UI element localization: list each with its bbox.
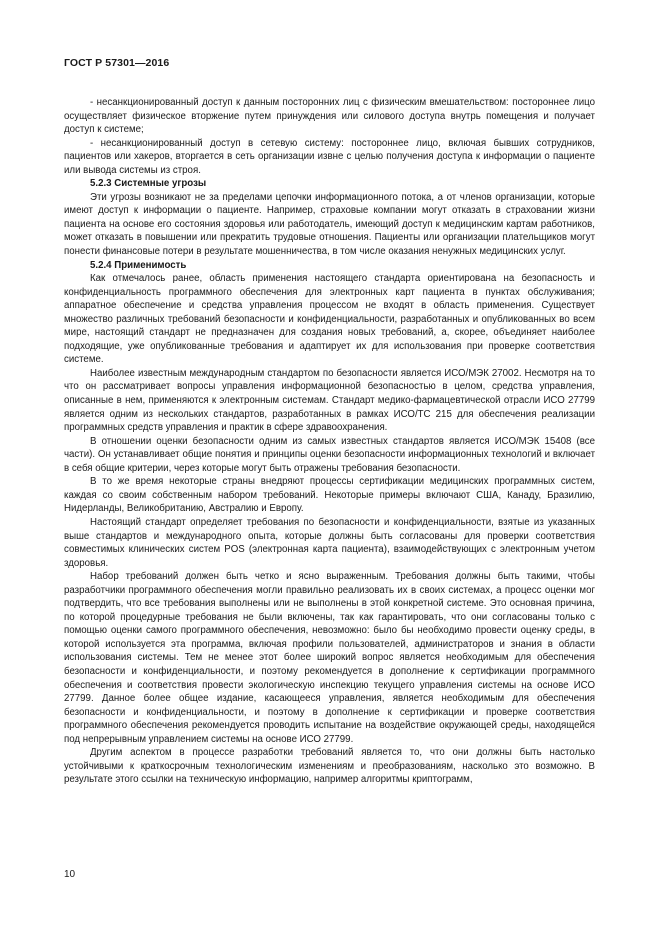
paragraph-network-access: - несанкционированный доступ в сетевую систему: постороннее лицо, включая бывших сотрудников, пациентов или хакеров, вторгается в сеть организации извне с целью получения доступа к информации о пациенте или вывода системы из строя. [64, 137, 595, 176]
page-number: 10 [64, 869, 76, 880]
paragraph-iso-15408: В отношении оценки безопасности одним из самых известных стандартов является ИСО/МЭК 15408 (все части). Он устанавливает общие понятия и принципы оценки безопасности информационных технологий и включает в себя общие критерии, через которые могут быть отражены требования безопасности. [64, 435, 595, 474]
paragraph-standard-requirements: Настоящий стандарт определяет требования по безопасности и конфиденциальности, взятые из указанных выше стандартов и международного опыта, которые должны быть согласованы для проверки соответствия совместимых клинических систем POS (электронная карта пациента), взаимодействующих с электронным учетом здоровья. [64, 516, 595, 569]
section-heading-5-2-3: 5.2.3 Системные угрозы [90, 178, 207, 190]
document-body [64, 96, 595, 787]
paragraph-applicability-scope: Как отмечалось ранее, область применения настоящего стандарта ориентирована на безопасность и конфиденциальность программного обеспечения для электронных карт пациента в пунктах обслуживания; аппаратное обеспечение и средства управления процессом не входят в область применения. Существует множество различных требований безопасности и конфиденциальности, разработанных и опубликованных во всем мире, настоящий стандарт не предназначен для создания новых требований, а, скорее, объединяет наиболее подходящие, уже опубликованные требования и адаптирует их для использования при проверке соответствия системе. [64, 273, 595, 366]
paragraph-iso-27002: Наиболее известным международным стандартом по безопасности является ИСО/МЭК 27002. Несмотря на то что он рассматривает вопросы управления информационной безопасностью в целом, средства управления, описанные в нем, применяются к электронным системам. Стандарт медико-фармацевтической отрасли ИСО 27799 является одним из нескольких стандартов, разработанных в рамках ИСО/ТС 215 для обеспечения реализации программных средств управления и практик в сфере здравоохранения. [64, 367, 595, 434]
paragraph-physical-access: - несанкционированный доступ к данным посторонних лиц с физическим вмешательством: постороннее лицо осуществляет физическое вторжение путем принуждения или силового доступа внутрь помещения и получает доступ к системе; [64, 97, 595, 136]
paragraph-system-threats: Эти угрозы возникают не за пределами цепочки информационного потока, а от членов организации, которые имеют доступ к информации о пациенте. Например, страховые компании могут отказать в страховании жизни пациента на основе его состояния здоровья или работодатель, имеющий доступ к медицинским картам работников, может отказать в повышении или прекратить трудовые отношения. Пациенты или организации плательщиков могут понести финансовые потери в результате мошенничества, в том числе оказания ненужных медицинских услуг. [64, 191, 595, 258]
paragraph-other-aspect: Другим аспектом в процессе разработки требований является то, что они должны быть настолько устойчивыми к краткосрочным технологическим изменениям и преобразованиям, насколько это возможно. В результате этого ссылки на техническую информацию, например алгоритмы криптограмм, [64, 747, 595, 786]
paragraph-requirement-set: Набор требований должен быть четко и ясно выраженным. Требования должны быть такими, чтобы разработчики программного обеспечения могли правильно реализовать их в своих системах, а процесс оценки мог подтвердить, что все требования выполнены или не выполнены в этой конкретной системе. Это основная причина, по которой процедурные требования не были включены, так как гарантировать, что они согласованы только с помощью оценки самого программного обеспечения, невозможно: было бы необходимо провести оценку среды, в которой используется эта программа, включая профили пользователей, администраторов и знания в области использования системы. Тем не менее этот более широкий вопрос является необходимым для обеспечения безопасности и конфиденциальности, и поэтому рекомендуется в дополнение к сертификации программного обеспечения и соответствия провести экологическую инспекцию текущего управления системы на основе ИСО 27799. Данное более общее издание, касающееся управления, является необходимым для обеспечения безопасности и конфиденциальности, и поэтому в дополнение к сертификации и проверке соответствия программного обеспечения рекомендуется проводить испытание на воздействие окружающей среды, находящейся под непрерывным управлением системы на основе ИСО 27799. [64, 571, 595, 745]
paragraph-certification-countries: В то же время некоторые страны внедряют процессы сертификации медицинских программных систем, каждая со своим собственным набором требований. Некоторые примеры включают США, Канаду, Бразилию, Нидерланды, Великобританию, Австралию и Европу. [64, 476, 595, 515]
section-heading-5-2-4: 5.2.4 Применимость [90, 259, 187, 271]
document-code-header: ГОСТ Р 57301—2016 [64, 57, 170, 69]
